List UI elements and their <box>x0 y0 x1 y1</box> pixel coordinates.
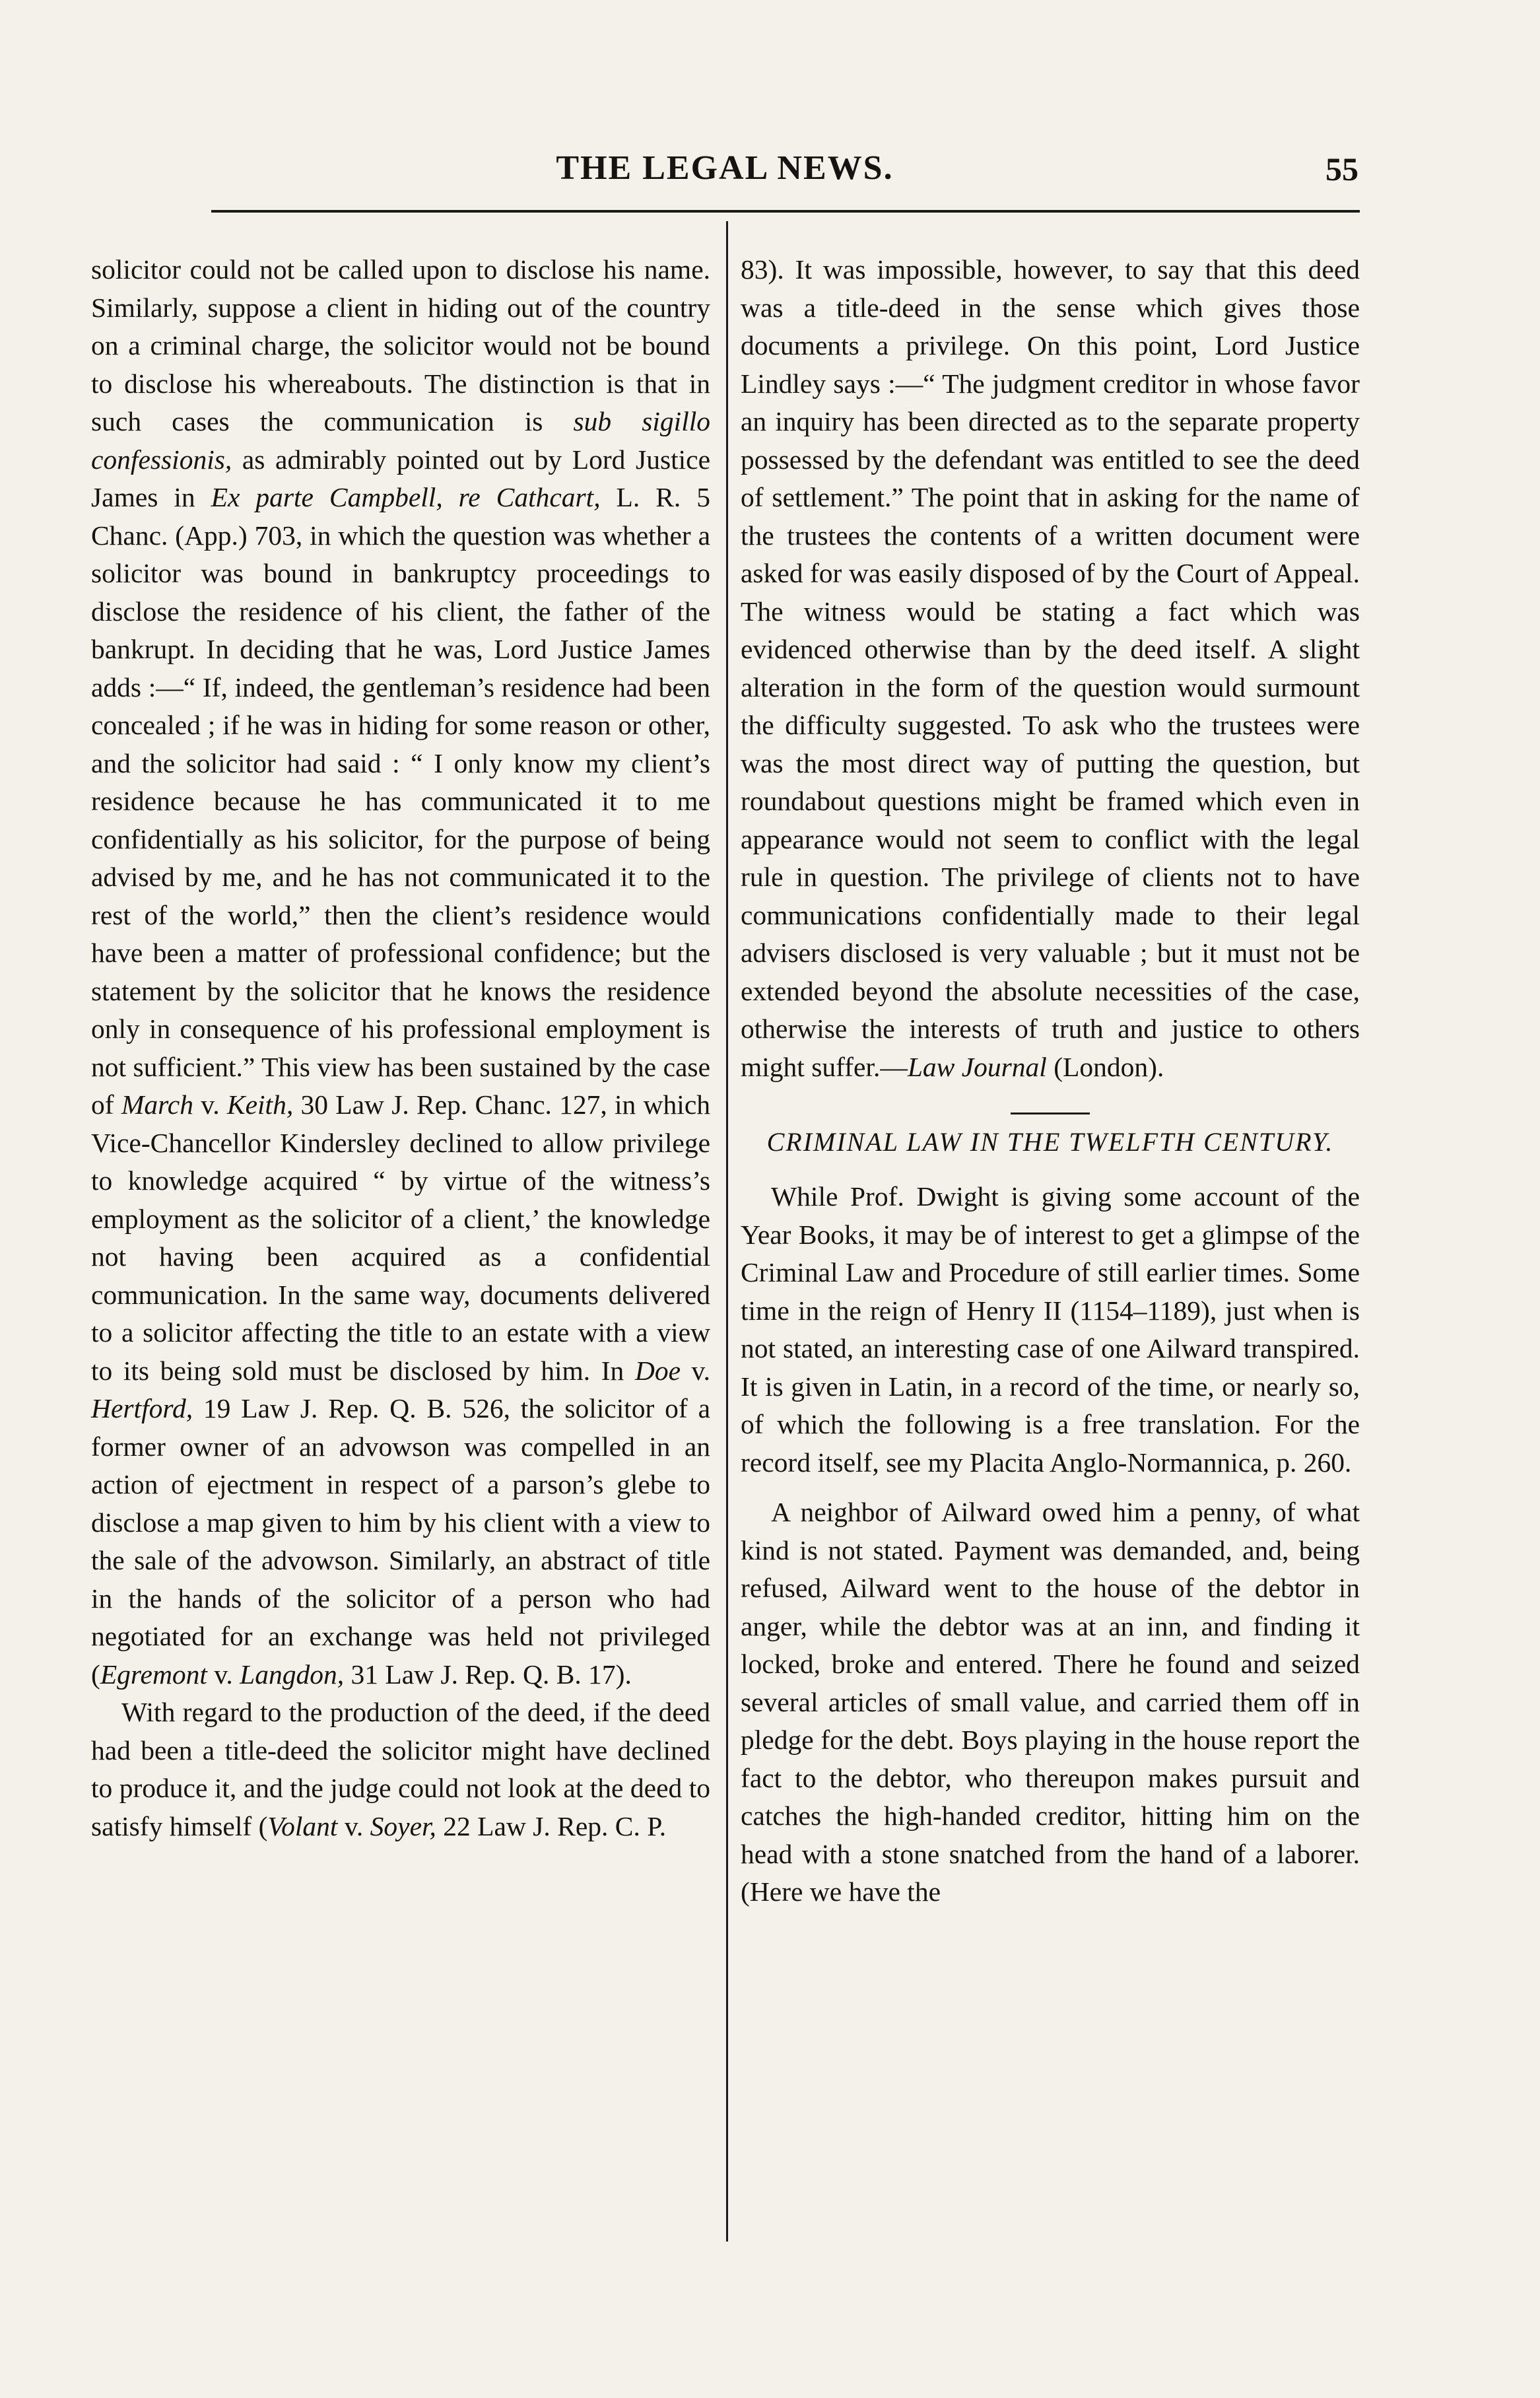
text-run: 22 Law J. Rep. C. P. <box>436 1810 667 1841</box>
text-run: L. R. 5 Chanc. (App.) 703, in which the question was whether a solicitor was bound in bankruptcy proceedings to disclose the residence of his client, the father of the bankrupt. In deciding that he was, Lord Justice James adds :—“ If, indeed, the gentleman’s residence had been concealed ; if he was in hiding for some reason or other, and the solicitor had said : “ I only know my client’s residence because he has communicated it to me confidentially as his solicitor, for the purpose of being advised by me, and he has not communicated it to the rest of the world,” then the client’s residence would have been a matter of professional confidence; but the statement by the solicitor that he knows the residence only in consequence of his professional employment is not sufficient.” This view has been sustained by the case of <box>91 482 711 1120</box>
right-paragraph-3: A neighbor of Ailward owed him a penny, of what kind is not stated. Payment was demanded, and, being refused, Ailward went to the house of the debtor in anger, while the debtor was at an inn, and finding it locked, broke and entered. There he found and seized several articles of small value, and carried them off in pledge for the debt. Boys playing in the house report the fact to the debtor, who thereupon makes pursuit and catches the high-handed creditor, hitting him on the head with a stone snatched from the hand of a laborer. (Here we have the <box>741 1497 1360 1907</box>
case-name: Doe <box>634 1355 681 1386</box>
case-name: March <box>121 1089 193 1120</box>
section-divider <box>1011 1113 1090 1114</box>
text-run: as admirably pointed out by Lord Justice James in <box>91 444 710 512</box>
text-run: (London). <box>1046 1051 1164 1082</box>
source-citation: Law Journal <box>907 1051 1047 1082</box>
text-run: v. <box>680 1355 710 1386</box>
left-paragraph-2 <box>91 1694 710 1845</box>
case-name: Egremont <box>100 1659 207 1690</box>
text-run: v. <box>193 1089 227 1120</box>
text-run: v. <box>207 1659 240 1690</box>
left-paragraph-1 <box>91 251 710 1694</box>
right-paragraph-1 <box>741 251 1360 1086</box>
right-column <box>741 251 1360 1911</box>
left-column <box>91 251 710 1845</box>
case-name: Keith, <box>226 1089 294 1120</box>
text-run: 83). It was impossible, however, to say that this deed was a title-deed in the sense which gives those documents a privilege. On this point, Lord Justice Lindley says :—“ The judgment creditor in whose favor an inquiry has been directed as to the separate property possessed by the defendant was entitled to see the deed of settlement.” The point that in asking for the name of the trustees the contents of a written document were asked for was easily disposed of by the Court of Appeal. The witness would be stating a fact which was evidenced otherwise than by the deed itself. A slight alteration in the form of the question would surmount the difficulty suggested. To ask who the trustees were was the most direct way of putting the question, but roundabout questions might be framed which even in appearance would not seem to conflict with the legal rule in question. The privilege of clients not to have communications confidentially made to their legal advisers disclosed is very valuable ; but it must not be extended beyond the absolute necessities of the case, otherwise the interests of truth and justice to others might suffer.— <box>741 254 1360 1082</box>
case-name: Soyer, <box>370 1810 436 1841</box>
page-number: 55 <box>1325 151 1358 188</box>
column-divider <box>726 221 728 2242</box>
case-name: Hertford, <box>91 1393 193 1423</box>
text-run: solicitor could not be called upon to disclose his name. Similarly, suppose a client in hiding out of the country on a criminal charge, the solicitor would not be bound to disclose his whereabouts. The distinction is that in such cases the communication is <box>91 254 710 436</box>
header-rule <box>211 210 1360 213</box>
text-run: 30 Law J. Rep. Chanc. 127, in which Vice-Chancellor Kindersley declined to allow privilege to knowledge acquired “ by virtue of the witness’s employment as the solicitor of a client,’ the knowledge not having been acquired as a confidential communication. In the same way, documents delivered to a solicitor affecting the title to an estate with a view to its being sold must be disclosed by him. In <box>91 1089 710 1386</box>
text-run: 31 Law J. Rep. Q. B. 17). <box>344 1659 632 1690</box>
text-run: With regard to the production of the deed, if the deed had been a title-deed the solicitor might have declined to produce it, and the judge could not look at the deed to satisfy himself ( <box>91 1697 710 1841</box>
section-heading: CRIMINAL LAW IN THE TWELFTH CENTURY. <box>766 1127 1334 1157</box>
text-run: v. <box>337 1810 370 1841</box>
italic-run: sub sigillo confessionis, <box>91 406 711 475</box>
right-paragraph-2: While Prof. Dwight is giving some account of the Year Books, it may be of interest to get a glimpse of the Criminal Law and Procedure of still earlier times. Some time in the reign of Henry II (1154–1189), just when is not stated, an interesting case of one Ailward transpired. It is given in Latin, in a record of the time, or nearly so, of which the following is a free translation. For the record itself, see my Placita Anglo-Normannica, p. 260. <box>741 1181 1360 1478</box>
text-run: 19 Law J. Rep. Q. B. 526, the solicitor of a former owner of an advowson was compelled in an action of ejectment in respect of a parson’s glebe to disclose a map given to him by his client with a view to the sale of the advowson. Similarly, an abstract of title in the hands of the solicitor of a person who had negotiated for an exchange was held not privileged ( <box>91 1393 710 1690</box>
page-header <box>91 149 1358 201</box>
case-name: Langdon, <box>240 1659 345 1690</box>
case-name: Ex parte Campbell, re Cathcart, <box>211 482 601 512</box>
running-title: THE LEGAL NEWS. <box>556 149 894 187</box>
case-name: Volant <box>267 1810 338 1841</box>
